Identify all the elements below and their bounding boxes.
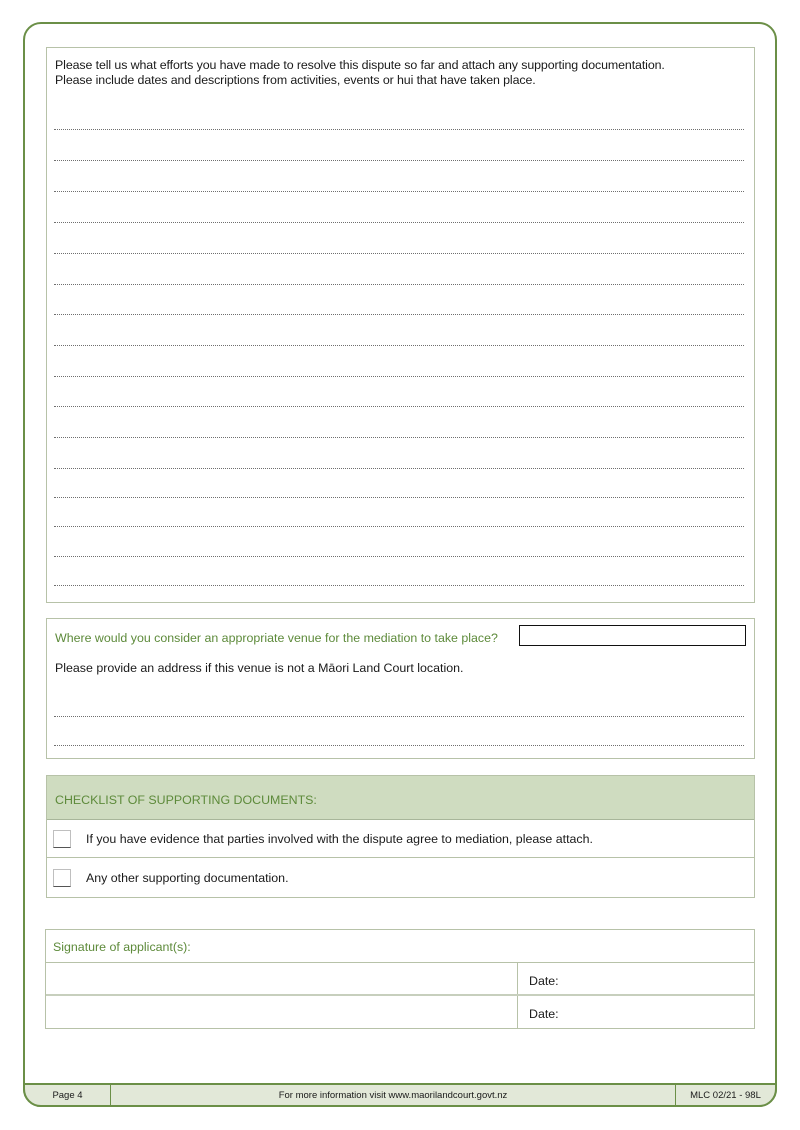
efforts-answer-line[interactable]	[54, 191, 744, 192]
efforts-answer-line[interactable]	[54, 526, 744, 527]
date-field-1[interactable]	[518, 963, 754, 994]
checklist-item	[47, 820, 754, 858]
page-number: Page 4	[25, 1085, 111, 1105]
checklist-heading: CHECKLIST OF SUPPORTING DOCUMENTS:	[55, 793, 317, 807]
signature-field-2[interactable]	[46, 996, 518, 1029]
efforts-section	[46, 47, 755, 603]
efforts-answer-line[interactable]	[54, 345, 744, 346]
checklist-item	[47, 859, 754, 897]
efforts-answer-line[interactable]	[54, 222, 744, 223]
efforts-answer-line[interactable]	[54, 314, 744, 315]
checklist-checkbox-evidence[interactable]	[53, 830, 71, 848]
date-label: Date:	[529, 974, 559, 988]
efforts-answer-line[interactable]	[54, 160, 744, 161]
venue-section	[46, 618, 755, 759]
checklist-header	[47, 776, 754, 820]
venue-address-line[interactable]	[54, 745, 744, 746]
signature-header	[46, 930, 754, 963]
efforts-answer-line[interactable]	[54, 468, 744, 469]
efforts-answer-line[interactable]	[54, 129, 744, 130]
date-label: Date:	[529, 1007, 559, 1021]
signature-section	[45, 929, 755, 1029]
date-field-2[interactable]	[518, 996, 754, 1029]
efforts-answer-line[interactable]	[54, 376, 744, 377]
venue-input[interactable]	[519, 625, 746, 646]
efforts-answer-line[interactable]	[54, 284, 744, 285]
efforts-answer-line[interactable]	[54, 556, 744, 557]
venue-address-note: Please provide an address if this venue is not a Māori Land Court location.	[55, 661, 464, 675]
venue-question: Where would you consider an appropriate venue for the mediation to take place?	[55, 631, 498, 645]
efforts-prompt: Please tell us what efforts you have made to resolve this dispute so far and attach any supporting documentation. Please include dates and descriptions from activities, events or hui that have taken place.	[55, 58, 665, 87]
venue-address-line[interactable]	[54, 716, 744, 717]
efforts-answer-line[interactable]	[54, 437, 744, 438]
efforts-answer-line[interactable]	[54, 585, 744, 586]
checklist-item-label: If you have evidence that parties involved with the dispute agree to mediation, please attach.	[86, 832, 593, 846]
signature-field-1[interactable]	[46, 963, 518, 994]
form-code: MLC 02/21 - 98L	[690, 1089, 761, 1101]
efforts-answer-line[interactable]	[54, 406, 744, 407]
signature-row	[46, 963, 754, 996]
signature-heading: Signature of applicant(s):	[53, 940, 191, 954]
checklist-item-label: Any other supporting documentation.	[86, 871, 289, 885]
checklist-section	[46, 775, 755, 898]
efforts-answer-line[interactable]	[54, 253, 744, 254]
signature-row	[46, 996, 754, 1029]
page-footer	[23, 1083, 777, 1107]
footer-info: For more information visit www.maorilandcourt.govt.nz	[111, 1085, 676, 1105]
efforts-answer-line[interactable]	[54, 497, 744, 498]
checklist-checkbox-other-docs[interactable]	[53, 869, 71, 887]
